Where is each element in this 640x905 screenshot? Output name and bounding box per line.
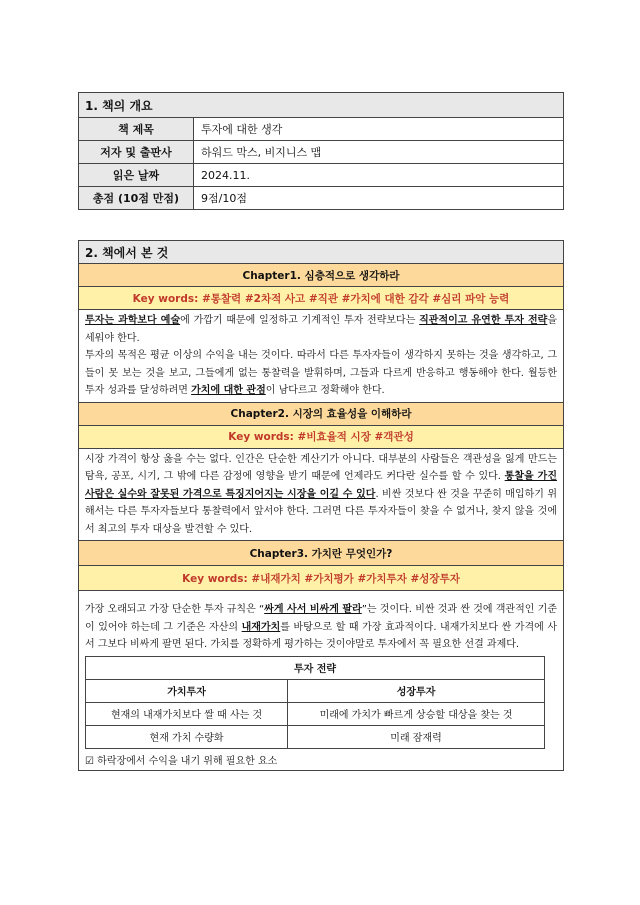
table-row [79,141,563,164]
chapter-2-title: Chapter2. 시장의 효율성을 이해하라 [79,402,563,426]
table-cell: 미래에 가치가 빠르게 상승할 대상을 찾는 것 [288,702,545,725]
highlight-text: 가치에 대한 관점 [191,385,266,396]
table-row [86,702,545,725]
table-cell: 미래 잠재력 [288,725,545,748]
highlight-text: 투자는 과학보다 예술 [85,315,181,326]
chapter-3-paragraph-1 [85,601,557,654]
label-score: 총점 (10점 만점) [79,187,194,210]
chapter-2-body [79,449,563,541]
value-author: 하워드 막스, 비지니스 맵 [194,141,564,164]
chapter-1-paragraph-2 [85,347,557,400]
book-content-box [78,240,564,771]
chapter-3-note [79,749,563,770]
chapter-1-title: Chapter1. 심층적으로 생각하라 [79,264,563,287]
section-1-title-text: 1. 책의 개요 [85,98,153,113]
body-text: . 비싼 것보다 싼 것을 꾸준히 매입하기 위해서는 다른 투자자들보다 통찰력에서 앞서야 한다. 그러면 다른 투자자들이 찾을 수 없거나, 찾지 않을 것에서 최고의 투자 대상을 발견할 수 있다. [85,488,557,535]
highlight-text: 싸게 사서 비싸게 팔라 [264,604,362,615]
chapter-2-keywords: Key words: #비효율적 시장 #객관성 [79,426,563,449]
highlight-text: 통찰을 가진 사람은 실수와 잘못된 가격으로 특징지어지는 시장을 이길 수 있다 [85,471,557,500]
section-1-title [79,93,563,118]
body-text: 이 남다르고 정확해야 한다. [265,385,385,396]
table-row [79,118,563,141]
body-text: 투자의 목적은 평균 이상의 수익을 내는 것이다. 따라서 다른 투자자들이 생각하지 못하는 것을 생각하고, 그들이 못 보는 것을 보고, 그들에게 없는 통찰력을 발휘하며, 그들과 다르게 반응하고 행동해야 한다. 월등한 투자 성과를 달성하려면 [85,350,557,396]
book-info-table [79,118,563,209]
strategy-table-title: 투자 전략 [86,656,545,679]
highlight-text: 직관적이고 유연한 투자 전략 [419,315,548,326]
table-cell: 현재의 내재가치보다 쌀 때 사는 것 [86,702,288,725]
checkbox-icon: ☑ [85,755,94,767]
label-title: 책 제목 [79,118,194,141]
chapter-3-keywords: Key words: #내재가치 #가치평가 #가치투자 #성장투자 [79,566,563,591]
body-text: 에 가깝기 때문에 일정하고 기계적인 투자 전략보다는 [180,315,420,326]
chapter-3-title: Chapter3. 가치란 무엇인가? [79,540,563,566]
chapter-1-keywords: Key words: #통찰력 #2차적 사고 #직관 #가치에 대한 감각 #심리 파악 능력 [79,287,563,310]
highlight-text: 내재가치 [241,621,281,633]
value-title: 투자에 대한 생각 [201,123,283,136]
body-text: ”는 것이다. 비싼 것과 싼 것에 객관적인 기준이 있어야 하는데 그 기준은 자산의 [85,604,557,633]
book-overview-box [78,92,564,210]
table-row [79,164,563,187]
investment-strategy-table [85,656,545,749]
body-text: 시장 가격이 항상 옳을 수는 없다. 인간은 단순한 계산기가 아니다. 대부분의 사람들은 객관성을 잃게 만드는 탐욕, 공포, 시기, 그 밖에 다른 감정에 영향을 받기 때문에 언제라도 커다란 실수를 할 수 있다. [85,453,557,482]
chapter-1-body [79,310,563,402]
label-author: 저자 및 출판사 [79,141,194,164]
section-2-title [79,241,563,264]
value-date: 2024.11. [194,164,564,187]
chapter-1-paragraph-1 [85,312,557,347]
table-row [79,187,563,210]
table-row [86,679,545,702]
note-text: 하락장에서 수익을 내기 위해 필요한 요소 [97,755,278,767]
chapter-3-body [79,591,563,656]
body-text: 를 바탕으로 할 때 가장 효과적이다. 내재가치보다 싼 가격에 사서 그보다 비싸게 팔면 된다. 가치를 정확하게 평가하는 것이야말로 투자에서 꼭 필요한 선결 과제다. [85,621,558,650]
chapter-2-paragraph-1 [85,451,557,539]
table-cell: 현재 가치 수량화 [86,725,288,748]
body-text: 가장 오래되고 가장 단순한 투자 규칙은 “ [85,604,265,615]
table-row [86,656,545,679]
strategy-header-growth: 성장투자 [288,679,545,702]
label-date: 읽은 날짜 [79,164,194,187]
section-2-title-text: 2. 책에서 본 것 [85,245,169,260]
body-text: 을 세워야 한다. [85,315,557,344]
value-score: 9점/10점 [194,187,564,210]
table-row [86,725,545,748]
strategy-header-value: 가치투자 [86,679,288,702]
